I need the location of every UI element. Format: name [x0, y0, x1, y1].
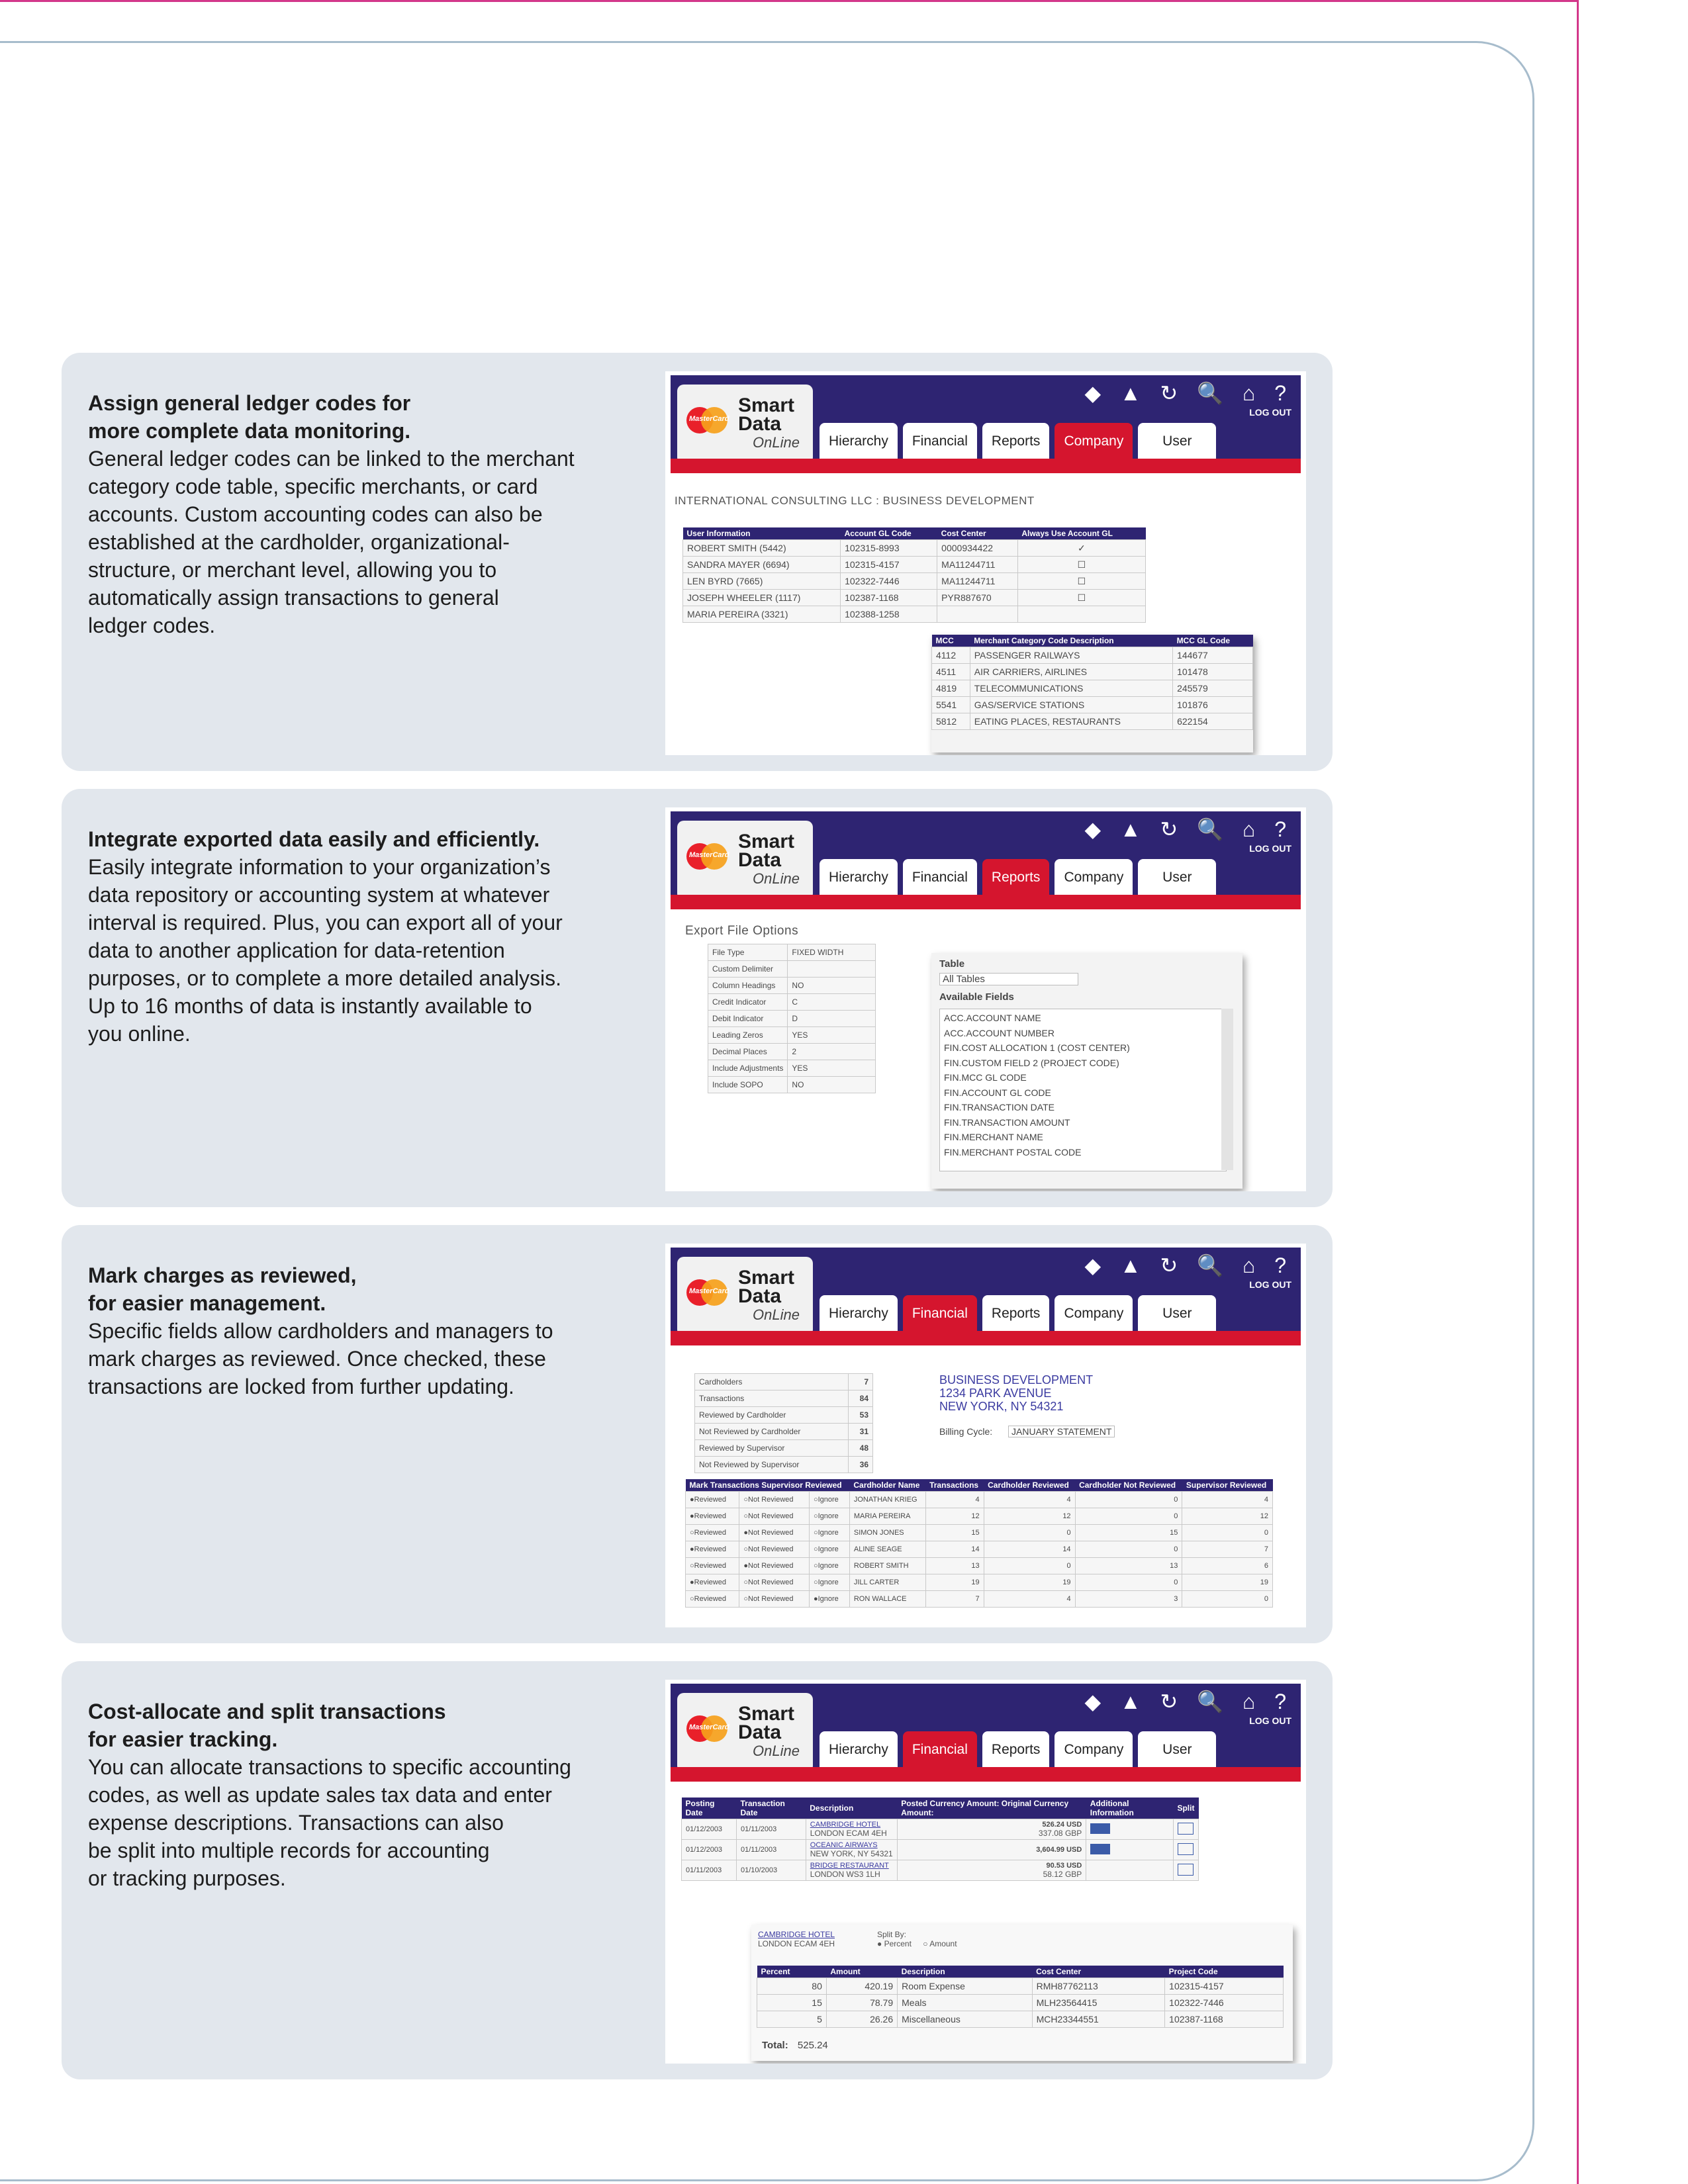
- column-header: MCC GL Code: [1173, 635, 1253, 647]
- split-total-value: 525.24: [797, 2040, 828, 2051]
- table-row: ○Reviewed ●Not Reviewed ○Ignore ROBERT SMITH 13 0 13 6: [686, 1558, 1273, 1574]
- nav-tabs: [820, 423, 1221, 464]
- table-row: ●Reviewed ○Not Reviewed ○Ignore JILL CARTER 19 19 0 19: [686, 1574, 1273, 1591]
- list-item[interactable]: ACC.ACCOUNT NUMBER: [944, 1027, 1055, 1038]
- tab-company[interactable]: Company: [1055, 1731, 1133, 1768]
- split-by-amount-radio[interactable]: ○ Amount: [923, 1939, 957, 1948]
- feature-heading: Mark charges as reviewed,: [88, 1263, 357, 1287]
- column-header: Split: [1173, 1797, 1198, 1819]
- list-item[interactable]: FIN.MCC GL CODE: [944, 1072, 1027, 1083]
- tab-financial[interactable]: Financial: [903, 859, 977, 896]
- info-button-icon[interactable]: [1090, 1844, 1110, 1854]
- table-row: Column Headings NO: [708, 978, 876, 994]
- tab-user[interactable]: User: [1138, 1295, 1216, 1332]
- table-row: File Type FIXED WIDTH: [708, 944, 876, 961]
- column-header: Additional Information: [1086, 1797, 1174, 1819]
- logout-link[interactable]: LOG OUT: [1249, 1715, 1291, 1726]
- table-row: Not Reviewed by Cardholder 31: [695, 1424, 873, 1440]
- feature-body: data repository or accounting system at whatever: [88, 883, 550, 907]
- list-item[interactable]: ACC.ACCOUNT NAME: [944, 1013, 1041, 1023]
- feature-text: [88, 825, 671, 1048]
- feature-heading: for easier tracking.: [88, 1727, 278, 1751]
- table-row: Leading Zeros YES: [708, 1027, 876, 1044]
- app-screenshot: [665, 807, 1306, 1191]
- feature-body: or tracking purposes.: [88, 1866, 286, 1890]
- app-screenshot: [665, 1244, 1306, 1627]
- table-row: Reviewed by Cardholder 53: [695, 1407, 873, 1424]
- list-item[interactable]: FIN.MERCHANT POSTAL CODE: [944, 1146, 1082, 1158]
- tab-reports[interactable]: Reports: [982, 1295, 1050, 1332]
- column-header: MCC: [932, 635, 970, 647]
- table-row: Include Adjustments YES: [708, 1060, 876, 1077]
- table-row: MARIA PEREIRA (3321) 102388-1258: [683, 606, 1146, 623]
- table-row: 15 78.79 Meals MLH23564415 102322-7446: [757, 1995, 1284, 2011]
- feature-panel-export: [62, 789, 1333, 1207]
- feature-body: established at the cardholder, organizational-: [88, 530, 510, 554]
- table-label: Table: [939, 958, 965, 970]
- table-row: 5541 GAS/SERVICE STATIONS 101876: [932, 697, 1253, 713]
- table-row: 4511 AIR CARRIERS, AIRLINES 101478: [932, 664, 1253, 680]
- feature-text: [88, 1698, 671, 1892]
- column-header: Transaction Date: [737, 1797, 806, 1819]
- table-row: Include SOPO NO: [708, 1077, 876, 1093]
- logout-link[interactable]: LOG OUT: [1249, 843, 1291, 854]
- split-table: [757, 1966, 1284, 2028]
- logout-link[interactable]: LOG OUT: [1249, 1279, 1291, 1290]
- column-header: Description: [806, 1797, 897, 1819]
- smart-data-online-logo: MasterCard Smart Data OnLine: [677, 1693, 813, 1772]
- table-select[interactable]: All Tables: [939, 973, 1078, 985]
- tab-reports[interactable]: Reports: [982, 1731, 1050, 1768]
- app-header: [671, 1684, 1301, 1782]
- table-row: 4819 TELECOMMUNICATIONS 245579: [932, 680, 1253, 697]
- split-merchant-link[interactable]: CAMBRIDGE HOTEL: [758, 1930, 835, 1939]
- toolbar-icons[interactable]: ◆ ▲ ↻ 🔍 ⌂ ?: [1084, 817, 1293, 841]
- feature-heading: Assign general ledger codes for: [88, 391, 411, 415]
- column-header: Amount: [826, 1966, 897, 1978]
- merchant-link[interactable]: OCEANIC AIRWAYS: [810, 1841, 878, 1849]
- list-item[interactable]: FIN.MERCHANT NAME: [944, 1132, 1043, 1142]
- feature-heading: for easier management.: [88, 1291, 326, 1315]
- toolbar-icons[interactable]: ◆ ▲ ↻ 🔍 ⌂ ?: [1084, 381, 1293, 405]
- table-row: Debit Indicator D: [708, 1011, 876, 1027]
- available-fields-label: Available Fields: [939, 991, 1014, 1003]
- feature-text: [88, 389, 671, 639]
- tab-reports[interactable]: Reports: [982, 423, 1050, 460]
- tab-company[interactable]: Company: [1055, 859, 1133, 896]
- table-row: ○Reviewed ○Not Reviewed ●Ignore RON WALLACE 7 4 3 0: [686, 1591, 1273, 1608]
- page-right-rule: [1577, 0, 1579, 2184]
- table-row: Custom Delimiter: [708, 961, 876, 978]
- column-header: Mark Transactions Supervisor Reviewed: [686, 1479, 850, 1492]
- nav-tabs: [820, 1731, 1221, 1772]
- app-header: [671, 1248, 1301, 1345]
- tab-hierarchy[interactable]: Hierarchy: [820, 423, 898, 460]
- feature-body: codes, as well as update sales tax data and enter: [88, 1783, 552, 1807]
- split-button-icon[interactable]: [1178, 1843, 1194, 1855]
- org-subtitle: INTERNATIONAL CONSULTING LLC : BUSINESS DEVELOPMENT: [675, 494, 1035, 507]
- department-address: BUSINESS DEVELOPMENT 1234 PARK AVENUE NEW YORK, NY 54321: [939, 1373, 1094, 1413]
- app-screenshot: [665, 1680, 1306, 2064]
- table-row: Cardholders 7: [695, 1374, 873, 1390]
- split-button-icon[interactable]: [1178, 1823, 1194, 1835]
- tab-hierarchy[interactable]: Hierarchy: [820, 1731, 898, 1768]
- column-header: Account GL Code: [841, 527, 937, 540]
- column-header: Merchant Category Code Description: [970, 635, 1172, 647]
- table-row: Reviewed by Supervisor 48: [695, 1440, 873, 1457]
- list-item[interactable]: FIN.TRANSACTION AMOUNT: [944, 1116, 1070, 1128]
- table-row: ROBERT SMITH (5442) 102315-8993 0000934422 ✓: [683, 540, 1146, 557]
- column-header: Cost Center: [937, 527, 1018, 540]
- tab-company[interactable]: Company: [1055, 1295, 1133, 1332]
- mcc-popup: [931, 635, 1253, 752]
- feature-body: Specific fields allow cardholders and managers to: [88, 1319, 553, 1343]
- transactions-table: [681, 1797, 1199, 1881]
- table-row: 01/12/2003 01/11/2003 OCEANIC AIRWAYS NEW YORK, NY 54321 3,604.99 USD: [682, 1840, 1199, 1860]
- tab-financial[interactable]: Financial: [903, 1295, 977, 1332]
- table-row: SANDRA MAYER (6694) 102315-4157 MA11244711 ☐: [683, 557, 1146, 573]
- nav-tabs: [820, 859, 1221, 900]
- table-row: ●Reviewed ○Not Reviewed ○Ignore JONATHAN KRIEG 4 4 0 4: [686, 1492, 1273, 1508]
- column-header: Cost Center: [1032, 1966, 1165, 1978]
- table-row: Not Reviewed by Supervisor 36: [695, 1457, 873, 1473]
- mcc-table: [931, 635, 1253, 730]
- feature-body: data to another application for data-retention: [88, 938, 505, 962]
- table-row: 80 420.19 Room Expense RMH87762113 102315-4157: [757, 1978, 1284, 1995]
- split-button-icon[interactable]: [1178, 1864, 1194, 1876]
- split-by-label: Split By:: [877, 1930, 907, 1939]
- column-header: Transactions: [925, 1479, 984, 1492]
- available-fields-popup: [931, 953, 1243, 1189]
- column-header: Posting Date: [682, 1797, 737, 1819]
- column-header: Cardholder Name: [849, 1479, 925, 1492]
- feature-body: mark charges as reviewed. Once checked, these: [88, 1347, 546, 1371]
- tab-company[interactable]: Company: [1055, 423, 1133, 460]
- table-row: JOSEPH WHEELER (1117) 102387-1168 PYR887670 ☐: [683, 590, 1146, 606]
- split-by-percent-radio[interactable]: ● Percent: [877, 1939, 912, 1948]
- table-row: Transactions 84: [695, 1390, 873, 1407]
- tab-user[interactable]: User: [1138, 859, 1216, 896]
- smart-data-online-logo: MasterCard Smart Data OnLine: [677, 821, 813, 900]
- list-item[interactable]: FIN.ACCOUNT GL CODE: [944, 1087, 1051, 1098]
- list-item[interactable]: FIN.CUSTOM FIELD 2 (PROJECT CODE): [944, 1057, 1119, 1068]
- smart-data-online-logo: MasterCard Smart Data OnLine: [677, 1257, 813, 1336]
- column-header: Always Use Account GL: [1017, 527, 1145, 540]
- tab-reports[interactable]: Reports: [982, 859, 1050, 896]
- table-row: ○Reviewed ●Not Reviewed ○Ignore SIMON JONES 15 0 15 0: [686, 1525, 1273, 1541]
- feature-body: be split into multiple records for accounting: [88, 1839, 490, 1862]
- feature-body: transactions are locked from further updating.: [88, 1375, 514, 1398]
- logout-link[interactable]: LOG OUT: [1249, 407, 1291, 418]
- tab-hierarchy[interactable]: Hierarchy: [820, 859, 898, 896]
- column-header: Supervisor Reviewed: [1182, 1479, 1273, 1492]
- tab-user[interactable]: User: [1138, 423, 1216, 460]
- table-row: 4112 PASSENGER RAILWAYS 144677: [932, 647, 1253, 664]
- tab-user[interactable]: User: [1138, 1731, 1216, 1768]
- table-row: 01/12/2003 01/11/2003 CAMBRIDGE HOTEL LONDON ECAM 4EH 526.24 USD 337.08 GBP: [682, 1819, 1199, 1840]
- table-row: 5812 EATING PLACES, RESTAURANTS 622154: [932, 713, 1253, 730]
- gl-code-table: [682, 527, 1146, 623]
- toolbar-icons[interactable]: ◆ ▲ ↻ 🔍 ⌂ ?: [1084, 1253, 1293, 1277]
- feature-body: structure, or merchant level, allowing you to: [88, 558, 497, 582]
- feature-body: accounts. Custom accounting codes can also be: [88, 502, 543, 526]
- feature-body: automatically assign transactions to general: [88, 586, 499, 610]
- app-screenshot: [665, 371, 1306, 755]
- export-options-title: Export File Options: [685, 924, 799, 938]
- mastercard-logo-icon: MasterCard: [686, 1715, 727, 1742]
- feature-heading: Cost-allocate and split transactions: [88, 1700, 446, 1723]
- smart-data-online-logo: MasterCard Smart Data OnLine: [677, 385, 813, 464]
- table-row: LEN BYRD (7665) 102322-7446 MA11244711 ☐: [683, 573, 1146, 590]
- review-table: [685, 1479, 1273, 1608]
- mastercard-logo-icon: MasterCard: [686, 843, 727, 870]
- page-top-rule: [0, 0, 1579, 2]
- feature-body: ledger codes.: [88, 614, 216, 637]
- table-row: Credit Indicator C: [708, 994, 876, 1011]
- toolbar-icons[interactable]: ◆ ▲ ↻ 🔍 ⌂ ?: [1084, 1690, 1293, 1713]
- feature-body: Easily integrate information to your organization’s: [88, 855, 551, 879]
- scrollbar[interactable]: [1221, 1009, 1233, 1170]
- available-fields-list[interactable]: [939, 1009, 1227, 1171]
- billing-cycle-select[interactable]: JANUARY STATEMENT: [1008, 1426, 1115, 1437]
- column-header: Cardholder Not Reviewed: [1075, 1479, 1182, 1492]
- feature-body: You can allocate transactions to specific accounting: [88, 1755, 571, 1779]
- app-header: [671, 811, 1301, 909]
- app-header: [671, 375, 1301, 473]
- column-header: Percent: [757, 1966, 827, 1978]
- feature-body: purposes, or to complete a more detailed analysis.: [88, 966, 562, 990]
- tab-financial[interactable]: Financial: [903, 1731, 977, 1768]
- column-header: Description: [898, 1966, 1032, 1978]
- feature-body: interval is required. Plus, you can export all of your: [88, 911, 563, 934]
- tab-hierarchy[interactable]: Hierarchy: [820, 1295, 898, 1332]
- table-row: Decimal Places 2: [708, 1044, 876, 1060]
- table-row: 01/11/2003 01/10/2003 BRIDGE RESTAURANT LONDON WS3 1LH 90.53 USD 58.12 GBP: [682, 1860, 1199, 1881]
- feature-panel-gl-codes: [62, 353, 1333, 771]
- mastercard-logo-icon: MasterCard: [686, 1279, 727, 1306]
- merchant-link[interactable]: BRIDGE RESTAURANT: [810, 1862, 889, 1870]
- list-item[interactable]: FIN.TRANSACTION DATE: [944, 1102, 1055, 1113]
- feature-panel-reviewed: [62, 1225, 1333, 1643]
- billing-cycle-label: Billing Cycle:: [939, 1426, 993, 1437]
- info-button-icon[interactable]: [1090, 1823, 1110, 1834]
- split-total-label: Total:: [762, 2040, 788, 2051]
- feature-body: you online.: [88, 1022, 191, 1046]
- column-header: Posted Currency Amount: Original Currency Amount:: [897, 1797, 1086, 1819]
- table-row: 5 26.26 Miscellaneous MCH23344551 102387-1168: [757, 2011, 1284, 2028]
- feature-body: expense descriptions. Transactions can also: [88, 1811, 504, 1835]
- column-header: Cardholder Reviewed: [984, 1479, 1075, 1492]
- feature-body: category code table, specific merchants, or card: [88, 475, 538, 498]
- feature-text: [88, 1261, 671, 1400]
- column-header: User Information: [683, 527, 841, 540]
- feature-panel-split: [62, 1661, 1333, 2079]
- feature-body: General ledger codes can be linked to the merchant: [88, 447, 575, 471]
- feature-body: Up to 16 months of data is instantly available to: [88, 994, 532, 1018]
- table-row: ●Reviewed ○Not Reviewed ○Ignore MARIA PEREIRA 12 12 0 12: [686, 1508, 1273, 1525]
- list-item[interactable]: FIN.COST ALLOCATION 1 (COST CENTER): [944, 1042, 1130, 1053]
- table-row: ●Reviewed ○Not Reviewed ○Ignore ALINE SEAGE 14 14 0 7: [686, 1541, 1273, 1558]
- feature-heading: more complete data monitoring.: [88, 419, 411, 443]
- split-transaction-popup: CAMBRIDGE HOTEL LONDON ECAM 4EH Split By: ● Percent ○ Amount Percent Amount Description Cost Center Project Code 80 420.19 Room Expense RMH87762113 102315-4157 15 78.79 Meals MLH23564415 102322-7446 5 26.26 Miscellaneous MCH23344551 102387-1168 Total: 525.24: [751, 1925, 1293, 2061]
- merchant-link[interactable]: CAMBRIDGE HOTEL: [810, 1821, 881, 1829]
- mastercard-logo-icon: MasterCard: [686, 407, 727, 433]
- export-options-table: [708, 944, 876, 1093]
- feature-heading: Integrate exported data easily and efficiently.: [88, 827, 540, 851]
- nav-tabs: [820, 1295, 1221, 1336]
- tab-financial[interactable]: Financial: [903, 423, 977, 460]
- column-header: Project Code: [1165, 1966, 1284, 1978]
- review-stats-table: [694, 1373, 873, 1473]
